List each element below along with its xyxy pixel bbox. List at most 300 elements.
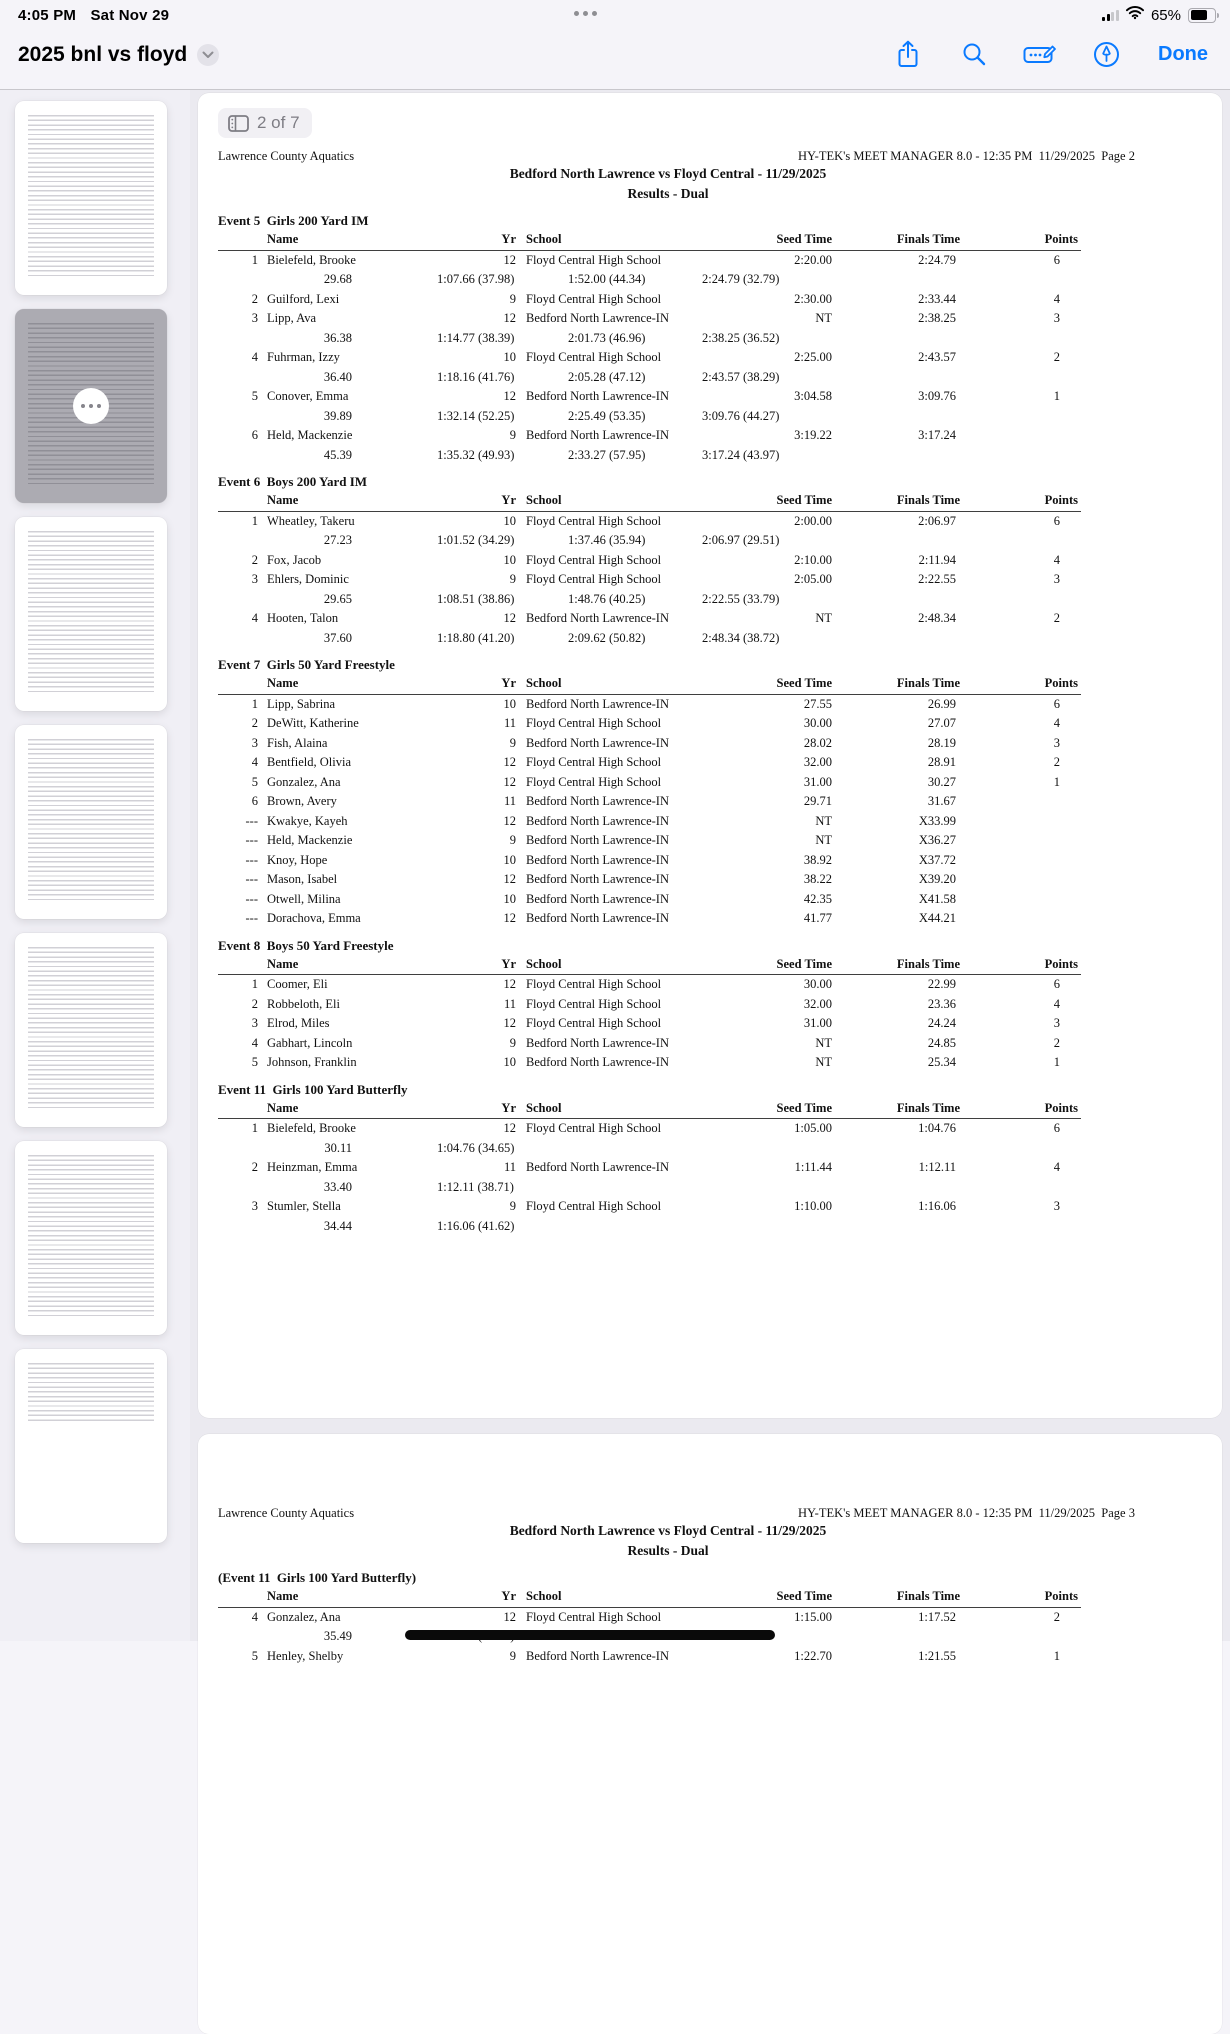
thumbnail-content — [28, 947, 154, 1111]
results-tables — [218, 1570, 1081, 1666]
column-headers — [218, 230, 1081, 251]
result-row — [218, 551, 1081, 571]
result-cell: Held, Mackenzie — [267, 428, 353, 442]
result-cell: 30.27 — [927, 774, 956, 789]
result-row — [218, 348, 1081, 368]
result-cell: 10 — [503, 350, 516, 364]
result-cell: Bedford North Lawrence-IN — [526, 794, 669, 808]
thumbnail-page-4[interactable] — [15, 725, 167, 919]
column-header: Finals Time — [896, 676, 960, 690]
result-cell: --- — [245, 872, 258, 886]
result-cell: NT — [815, 611, 832, 625]
document-title: 2025 bnl vs floyd — [18, 43, 188, 66]
result-cell: Mason, Isabel — [267, 872, 338, 886]
column-header — [218, 491, 258, 511]
event-section — [218, 1082, 1081, 1237]
result-cell: 3 — [251, 1016, 258, 1030]
result-cell: Bedford North Lawrence-IN — [526, 389, 669, 403]
result-row — [218, 870, 1081, 890]
result-cell: 2 — [1053, 1609, 1060, 1624]
split-time: 2:09.62 (50.82) — [568, 630, 646, 645]
column-header: Name — [267, 232, 299, 246]
thumbnail-content — [28, 531, 154, 695]
split-time: 2:24.79 (32.79) — [702, 272, 780, 286]
search-icon — [961, 41, 987, 67]
result-cell: 2:11.94 — [918, 552, 956, 567]
result-cell: Bedford North Lawrence-IN — [526, 311, 669, 325]
result-row — [218, 890, 1081, 910]
event-section — [218, 213, 1081, 465]
result-cell: 28.91 — [927, 755, 956, 769]
column-header: School — [526, 493, 562, 507]
result-cell: Floyd Central High School — [526, 977, 662, 991]
thumbnail-content — [28, 739, 154, 903]
result-cell: Bedford North Lawrence-IN — [526, 428, 669, 442]
result-cell: 30.00 — [803, 977, 832, 991]
result-row — [218, 792, 1081, 812]
splits-row — [218, 1178, 1081, 1198]
share-icon — [896, 40, 920, 68]
result-cell: Bedford North Lawrence-IN — [526, 1648, 669, 1663]
thumbnail-page-3[interactable] — [15, 517, 167, 711]
result-row — [218, 609, 1081, 629]
split-time: 1:01.52 (34.29) — [437, 533, 515, 547]
result-cell: 1:16.06 — [918, 1199, 956, 1213]
column-header: Seed Time — [776, 1100, 832, 1115]
result-cell: 31.00 — [803, 774, 832, 789]
result-cell: Bedford North Lawrence-IN — [526, 872, 669, 886]
result-cell: 2:10.00 — [794, 552, 832, 567]
split-time: 1:04.76 (34.65) — [437, 1140, 515, 1155]
split-time: 30.11 — [324, 1140, 352, 1155]
result-cell: --- — [245, 891, 258, 906]
column-header — [218, 955, 258, 975]
meet-subtitle: Results - Dual — [627, 186, 709, 201]
result-cell: Bedford North Lawrence-IN — [526, 891, 669, 906]
split-time: 2:25.49 (53.35) — [568, 408, 646, 423]
split-time: 29.65 — [323, 591, 352, 606]
result-cell: 38.92 — [803, 852, 832, 867]
result-cell: 4 — [1053, 1160, 1060, 1174]
result-cell: 1:15.00 — [794, 1609, 832, 1624]
column-header: School — [526, 956, 562, 971]
result-cell: 4 — [251, 755, 258, 769]
split-time: 1:18.80 (41.20) — [437, 630, 515, 645]
result-cell: Ehlers, Dominic — [267, 572, 349, 586]
result-row — [218, 387, 1081, 407]
result-cell: Floyd Central High School — [526, 552, 662, 567]
result-cell: 4 — [1053, 291, 1060, 306]
result-row — [218, 695, 1081, 715]
result-cell: Gonzalez, Ana — [267, 1609, 341, 1624]
result-cell: NT — [815, 311, 832, 325]
result-cell: 6 — [251, 428, 258, 442]
event-title: Event 8 Boys 50 Yard Freestyle — [218, 937, 394, 953]
column-header: Points — [1044, 1589, 1078, 1603]
result-row — [218, 1158, 1081, 1178]
result-cell: --- — [245, 813, 258, 828]
column-header: Name — [267, 1100, 299, 1115]
column-header: Name — [267, 493, 299, 507]
result-cell: 12 — [503, 389, 516, 403]
column-headers — [218, 955, 1081, 976]
result-cell: 12 — [503, 872, 516, 886]
result-cell: 2 — [1053, 1035, 1060, 1050]
result-cell: 1:11.44 — [794, 1160, 832, 1174]
result-cell: Johnson, Franklin — [267, 1055, 357, 1069]
result-cell: 30.00 — [803, 716, 832, 730]
ink-annotation[interactable] — [405, 1630, 775, 1640]
markup-button[interactable] — [1026, 40, 1054, 68]
result-cell: 31.67 — [927, 794, 956, 808]
split-time: 2:48.34 (38.72) — [702, 630, 780, 645]
split-time: 3:17.24 (43.97) — [702, 447, 780, 462]
split-time: 37.60 — [323, 630, 352, 645]
status-bar — [0, 0, 1230, 28]
result-cell: Bielefeld, Brooke — [267, 252, 356, 267]
result-cell: 2:20.00 — [794, 252, 832, 267]
result-cell: Fox, Jacob — [267, 552, 322, 567]
result-cell: 9 — [509, 833, 516, 847]
result-cell: 3 — [1053, 311, 1060, 325]
result-row — [218, 512, 1081, 532]
split-time: 1:18.16 (41.76) — [437, 369, 515, 384]
result-cell: Floyd Central High School — [526, 1199, 662, 1213]
result-cell: 3 — [1053, 572, 1060, 586]
result-cell: 42.35 — [803, 891, 832, 906]
split-time: 1:32.14 (52.25) — [437, 408, 515, 423]
split-time: 33.40 — [323, 1179, 352, 1194]
split-time: 45.39 — [323, 447, 352, 462]
column-headers — [218, 674, 1081, 695]
result-cell: 1:22.70 — [794, 1648, 832, 1663]
result-cell: 1 — [251, 977, 258, 991]
splits-row — [218, 1139, 1081, 1159]
report-meta: HY-TEK's MEET MANAGER 8.0 - 12:35 PM 11/29/2025 Page 2 — [798, 149, 1135, 163]
meet-subtitle: Results - Dual — [627, 1543, 709, 1558]
result-cell: 38.22 — [803, 872, 832, 886]
result-row — [218, 1197, 1081, 1217]
clock: 4:05 PM — [18, 7, 77, 24]
column-header: Finals Time — [896, 956, 960, 971]
result-cell: Henley, Shelby — [267, 1648, 344, 1663]
column-headers — [218, 1587, 1081, 1608]
splits-row — [218, 590, 1081, 610]
result-cell: Coomer, Eli — [267, 977, 328, 991]
result-cell: Fuhrman, Izzy — [267, 350, 340, 364]
result-cell: 32.00 — [803, 996, 832, 1011]
result-cell: Floyd Central High School — [526, 774, 662, 789]
column-header: Name — [267, 956, 299, 971]
column-header: Name — [267, 676, 299, 690]
document-canvas[interactable] — [190, 90, 1230, 1663]
column-header — [218, 1587, 258, 1607]
result-cell — [960, 870, 1081, 890]
event-title: Event 11 Girls 100 Yard Butterfly — [218, 1081, 408, 1097]
column-headers — [218, 491, 1081, 512]
result-cell: 12 — [503, 311, 516, 325]
wifi-icon — [1126, 6, 1144, 24]
result-cell: 2:33.44 — [918, 291, 956, 306]
result-cell: 1:10.00 — [794, 1199, 832, 1213]
result-row — [218, 831, 1081, 851]
column-header: Yr — [501, 493, 516, 507]
result-cell: NT — [815, 1035, 832, 1050]
report-org: Lawrence County Aquatics — [218, 1506, 355, 1520]
result-cell: 1 — [251, 696, 258, 711]
result-cell — [960, 890, 1081, 910]
result-cell: 1:12.11 — [918, 1160, 956, 1174]
page-indicator[interactable] — [218, 108, 312, 138]
event-title: Event 5 Girls 200 Yard IM — [218, 213, 369, 228]
result-cell: 9 — [509, 572, 516, 586]
result-cell: 9 — [509, 735, 516, 750]
split-time: 34.44 — [323, 1218, 352, 1233]
thumbnail-page-2[interactable] — [15, 309, 167, 503]
result-cell: 10 — [503, 552, 516, 567]
thumbnail-more-button[interactable] — [73, 388, 109, 424]
result-cell: Floyd Central High School — [526, 572, 662, 586]
result-cell: Bedford North Lawrence-IN — [526, 1035, 669, 1050]
result-cell: 2 — [251, 552, 258, 567]
result-cell: 28.02 — [803, 735, 832, 750]
result-cell: 12 — [503, 1121, 516, 1135]
result-cell: 9 — [509, 428, 516, 442]
result-row — [218, 975, 1081, 995]
result-cell: 6 — [1053, 252, 1060, 267]
split-time: 1:35.32 (49.93) — [437, 447, 515, 462]
column-header — [218, 1099, 258, 1119]
result-row — [218, 1034, 1081, 1054]
result-cell: 10 — [503, 1055, 516, 1069]
result-cell: Brown, Avery — [267, 794, 337, 808]
result-cell: Bedford North Lawrence-IN — [526, 1055, 669, 1069]
result-cell: 41.77 — [803, 911, 832, 925]
column-header: School — [526, 1100, 562, 1115]
column-header: School — [526, 232, 562, 246]
title-menu-button[interactable] — [197, 44, 219, 66]
result-cell: 24.24 — [927, 1016, 956, 1030]
result-cell: Kwakye, Kayeh — [267, 813, 348, 828]
result-cell: Bedford North Lawrence-IN — [526, 1160, 669, 1174]
result-cell: 12 — [503, 1609, 516, 1624]
result-cell: 4 — [1053, 716, 1060, 730]
split-time: 1:52.00 (44.34) — [568, 272, 646, 286]
meet-title: Bedford North Lawrence vs Floyd Central - 11/29/2025 — [509, 1523, 827, 1538]
result-row — [218, 1014, 1081, 1034]
result-cell: 3 — [1053, 735, 1060, 750]
split-time: 2:05.28 (47.12) — [568, 369, 646, 384]
result-cell: 2 — [251, 996, 258, 1011]
result-cell: Floyd Central High School — [526, 716, 662, 730]
thumbnail-page-1[interactable] — [15, 101, 167, 295]
column-header: Finals Time — [896, 1589, 960, 1603]
result-cell: Bedford North Lawrence-IN — [526, 735, 669, 750]
event-section — [218, 938, 1081, 1073]
split-time: 1:12.11 (38.71) — [437, 1179, 514, 1194]
result-cell: 4 — [1053, 996, 1060, 1011]
meet-title: Bedford North Lawrence vs Floyd Central - 11/29/2025 — [509, 166, 827, 181]
result-cell: Robbeloth, Eli — [267, 996, 340, 1011]
result-cell: 26.99 — [927, 696, 956, 711]
split-time: 36.38 — [323, 330, 352, 345]
multitasking-dots-icon[interactable] — [574, 11, 597, 16]
result-cell: Lipp, Ava — [267, 311, 317, 325]
result-cell: 3:19.22 — [794, 428, 832, 442]
result-cell: 23.36 — [927, 996, 956, 1011]
markup-icon — [1023, 41, 1057, 67]
split-time: 1:37.46 (35.94) — [568, 533, 646, 547]
result-cell: 12 — [503, 1016, 516, 1030]
splits-row — [218, 531, 1081, 551]
search-button[interactable] — [960, 40, 988, 68]
result-cell: Bedford North Lawrence-IN — [526, 911, 669, 925]
result-cell: Held, Mackenzie — [267, 833, 353, 847]
result-cell: 1 — [1053, 1055, 1060, 1069]
result-cell: 1 — [251, 513, 258, 528]
result-cell: Floyd Central High School — [526, 252, 662, 267]
column-header: School — [526, 676, 562, 690]
result-cell: 29.71 — [803, 794, 832, 808]
result-cell: 1 — [1053, 389, 1060, 403]
result-cell: Knoy, Hope — [267, 852, 328, 867]
result-row — [218, 1119, 1081, 1139]
result-cell: 6 — [1053, 977, 1060, 991]
result-cell: 2:43.57 — [918, 350, 956, 364]
column-header: Points — [1044, 493, 1078, 507]
result-cell: 9 — [509, 1035, 516, 1050]
thumbnail-page-6[interactable] — [15, 1141, 167, 1335]
split-time: 3:09.76 (44.27) — [702, 408, 780, 423]
result-cell — [960, 831, 1081, 851]
result-cell: 2 — [251, 716, 258, 730]
result-row — [218, 1608, 1081, 1628]
result-cell: X37.72 — [918, 852, 956, 867]
result-cell: 4 — [1053, 552, 1060, 567]
result-cell: 32.00 — [803, 755, 832, 769]
result-cell: Fish, Alaina — [267, 735, 328, 750]
result-cell: 12 — [503, 611, 516, 625]
result-cell: --- — [245, 833, 258, 847]
result-cell: 1 — [1053, 1648, 1060, 1663]
result-cell: --- — [245, 852, 258, 867]
thumbnail-page-5[interactable] — [15, 933, 167, 1127]
result-cell: Hooten, Talon — [267, 611, 339, 625]
result-cell: --- — [245, 911, 258, 925]
chevron-down-icon — [202, 51, 214, 59]
pdf-page-2 — [198, 93, 1222, 1418]
result-cell: 2:38.25 — [918, 311, 956, 325]
results-tables — [218, 213, 1081, 1236]
result-cell: 9 — [509, 1648, 516, 1663]
result-cell: Otwell, Milina — [267, 891, 341, 906]
thumbnail-page-7[interactable] — [15, 1349, 167, 1543]
split-time: 1:48.76 (40.25) — [568, 591, 646, 606]
status-date: Sat Nov 29 — [90, 7, 170, 24]
result-cell: Floyd Central High School — [526, 350, 662, 364]
result-cell: 12 — [503, 755, 516, 769]
result-cell: 1 — [251, 1121, 258, 1135]
result-cell: 2:24.79 — [918, 252, 956, 267]
result-row — [218, 851, 1081, 871]
report-org: Lawrence County Aquatics — [218, 149, 355, 163]
result-cell: 4 — [251, 1035, 258, 1050]
thumbnail-content — [28, 1155, 154, 1319]
split-time: 1:16.06 (41.62) — [437, 1218, 515, 1233]
result-cell: 4 — [251, 611, 258, 625]
result-cell — [960, 792, 1081, 812]
share-button[interactable] — [894, 40, 922, 68]
result-cell: Floyd Central High School — [526, 755, 662, 769]
result-cell: 3 — [251, 1199, 258, 1213]
result-cell: 2:00.00 — [794, 513, 832, 528]
result-cell: Bedford North Lawrence-IN — [526, 696, 669, 711]
result-cell: 3:17.24 — [918, 428, 956, 442]
result-row — [218, 1647, 1081, 1667]
column-header — [218, 230, 258, 250]
event-section — [218, 1570, 1081, 1666]
splits-row — [218, 629, 1081, 649]
column-header: Yr — [501, 956, 516, 971]
pencil-tools-button[interactable] — [1092, 40, 1120, 68]
result-cell: Lipp, Sabrina — [267, 696, 336, 711]
thumbnails-panel-icon — [228, 115, 249, 132]
result-row — [218, 753, 1081, 773]
result-cell: Floyd Central High School — [526, 513, 662, 528]
result-row — [218, 309, 1081, 329]
column-header: Seed Time — [776, 956, 832, 971]
column-headers — [218, 1099, 1081, 1120]
result-cell: 27.07 — [927, 716, 956, 730]
result-cell: 10 — [503, 852, 516, 867]
column-header: Points — [1044, 1100, 1078, 1115]
result-row — [218, 251, 1081, 271]
result-cell: 3 — [1053, 1016, 1060, 1030]
result-cell: 2:30.00 — [794, 291, 832, 306]
result-cell: 10 — [503, 513, 516, 528]
split-time: 39.89 — [323, 408, 352, 423]
result-cell: 12 — [503, 911, 516, 925]
result-cell: NT — [815, 813, 832, 828]
done-button[interactable]: Done — [1158, 42, 1208, 65]
result-cell: Bedford North Lawrence-IN — [526, 852, 669, 867]
result-cell: 2 — [1053, 350, 1060, 364]
result-cell — [960, 426, 1081, 446]
result-cell: 12 — [503, 977, 516, 991]
result-cell: 3:09.76 — [918, 389, 956, 403]
result-cell: Wheatley, Takeru — [267, 513, 355, 528]
result-cell — [960, 909, 1081, 929]
result-cell: 1:17.52 — [918, 1609, 956, 1624]
result-cell: Bedford North Lawrence-IN — [526, 833, 669, 847]
result-cell: Gonzalez, Ana — [267, 774, 341, 789]
result-cell: 10 — [503, 696, 516, 711]
result-cell: 22.99 — [927, 977, 956, 991]
thumbnail-content — [28, 115, 154, 279]
column-header: School — [526, 1589, 562, 1603]
result-cell: 5 — [251, 774, 258, 789]
column-header: Points — [1044, 676, 1078, 690]
result-cell: 2 — [1053, 755, 1060, 769]
event-title: (Event 11 Girls 100 Yard Butterfly) — [218, 1570, 417, 1585]
split-time: 1:07.66 (37.98) — [437, 272, 515, 286]
result-row — [218, 909, 1081, 929]
result-cell: X44.21 — [918, 911, 956, 925]
split-time: 2:01.73 (46.96) — [568, 330, 646, 345]
result-cell: Floyd Central High School — [526, 291, 662, 306]
result-cell: 2:22.55 — [918, 572, 956, 586]
column-header: Seed Time — [776, 1589, 832, 1603]
